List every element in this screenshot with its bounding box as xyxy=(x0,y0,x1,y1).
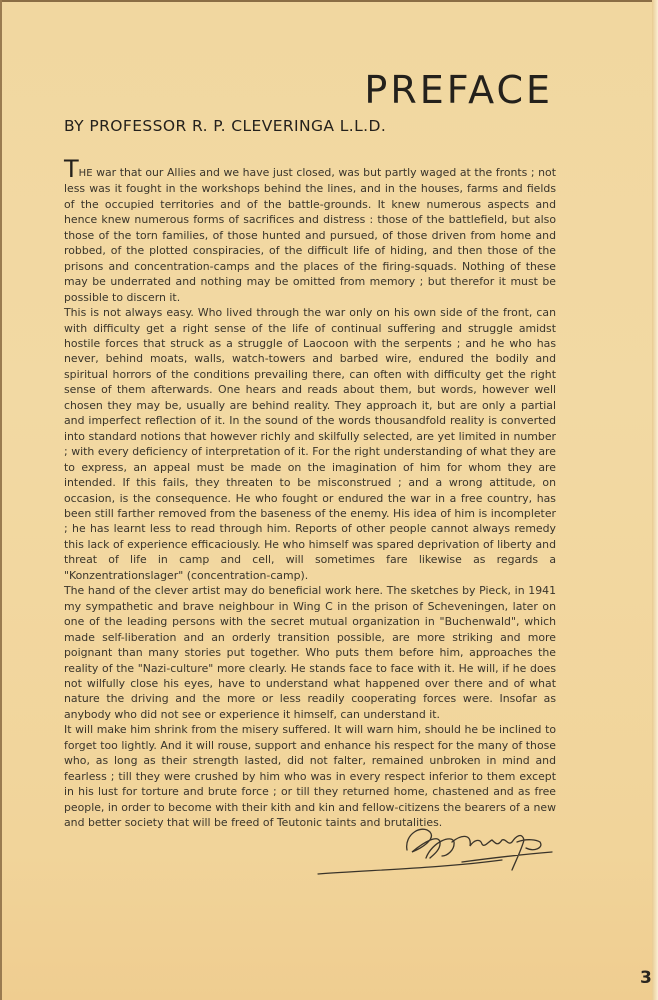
paragraph-4: It will make him shrink from the misery suffered. It will warn him, should he be inclined to forget too lightly. And it will rouse, support and enhance his respect for the many of those who, as long as their strength lasted, did not falter, remained unbroken in mind and fearless ; till they were crushed by him who was in every respect inferior to them except in his lust for torture and brute force ; or till they returned home, chastened and as free people, in order to become with their kith and kin and fellow-citizens the bearers of a new and better society that will be freed of Teutonic taints and brutalities. xyxy=(64,723,556,830)
page-edge-top xyxy=(0,0,658,2)
handwritten-signature xyxy=(312,812,562,887)
page-title: PREFACE xyxy=(364,68,553,112)
paragraph-1 xyxy=(64,155,556,305)
page-edge-left xyxy=(0,0,2,1000)
first-word-rest: HE xyxy=(78,168,93,179)
preface-body xyxy=(64,155,556,830)
drop-cap: T xyxy=(64,155,79,183)
page-number: 3 xyxy=(640,968,652,988)
signature-underline xyxy=(318,860,502,874)
author-byline: BY PROFESSOR R. P. CLEVERINGA L.L.D. xyxy=(64,117,387,135)
paragraph-1-text: war that our Allies and we have just closed, was but partly waged at the fronts ; not less was it fought in the workshops behind the lines, and in the houses, farms and fields of the occupied territories and of the battle-grounds. It knew numerous aspects and hence knew numerous forms of sacrifices and distress : those of the battlefield, but also those of the torn families, of those hunted and pursued, of those driven from home and robbed, of the plotted conspiracies, of the difficult life of hiding, and then those of the prisons and concentration-camps and the places of the firing-squads. Nothing of these may be underrated and nothing may be omitted from memory ; but therefor it must be possible to discern it. xyxy=(64,166,556,304)
paragraph-2: This is not always easy. Who lived through the war only on his own side of the front, can with difficulty get a right sense of the life of continual suffering and struggle amidst hostile forces that struck as a struggle of Laocoon with the serpents ; and he who has never, behind moats, walls, watch-towers and barbed wire, endured the bodily and spiritual horrors of the conditions prevailing there, can often with difficulty get the right sense of them afterwards. One hears and reads about them, but words, however well chosen they may be, usually are behind reality. They approach it, but are only a partial and imperfect reflection of it. In the sound of the words thousandfold reality is converted into standard notions that however richly and skilfully selected, are yet limited in number ; with every deficiency of interpretation of it. For the right understanding of what they are to express, an appeal must be made on the imagination of him for whom they are intended. If this fails, they threaten to be misconstrued ; and a wrong attitude, on occasion, is the consequence. He who fought or endured the war in a free country, has been still farther removed from the baseness of the enemy. His idea of him is incompleter ; he has learnt less to read through him. Reports of other people cannot always remedy this lack of experience efficaciously. He who himself was spared deprivation of liberty and threat of life in camp and cell, will sometimes fare likewise as regards a "Konzentrationslager" (concentration-camp). xyxy=(64,306,556,582)
paragraph-3: The hand of the clever artist may do beneficial work here. The sketches by Pieck, in 1941 my sympathetic and brave neighbour in Wing C in the prison of Scheveningen, later on one of the leading persons with the secret mutual organization in "Buchenwald", which made self-liberation and an orderly transition possible, are more striking and more poignant than many stories put together. Who puts them before him, approaches the reality of the "Nazi-culture" more clearly. He stands face to face with it. He will, if he does not wilfully close his eyes, have to understand what happened over there and of what nature the driving and the more or less readily cooperating forces were. Insofar as anybody who did not see or experience it himself, can understand it. xyxy=(64,584,556,721)
page-edge-right xyxy=(652,0,658,1000)
signature-stroke xyxy=(407,829,552,870)
